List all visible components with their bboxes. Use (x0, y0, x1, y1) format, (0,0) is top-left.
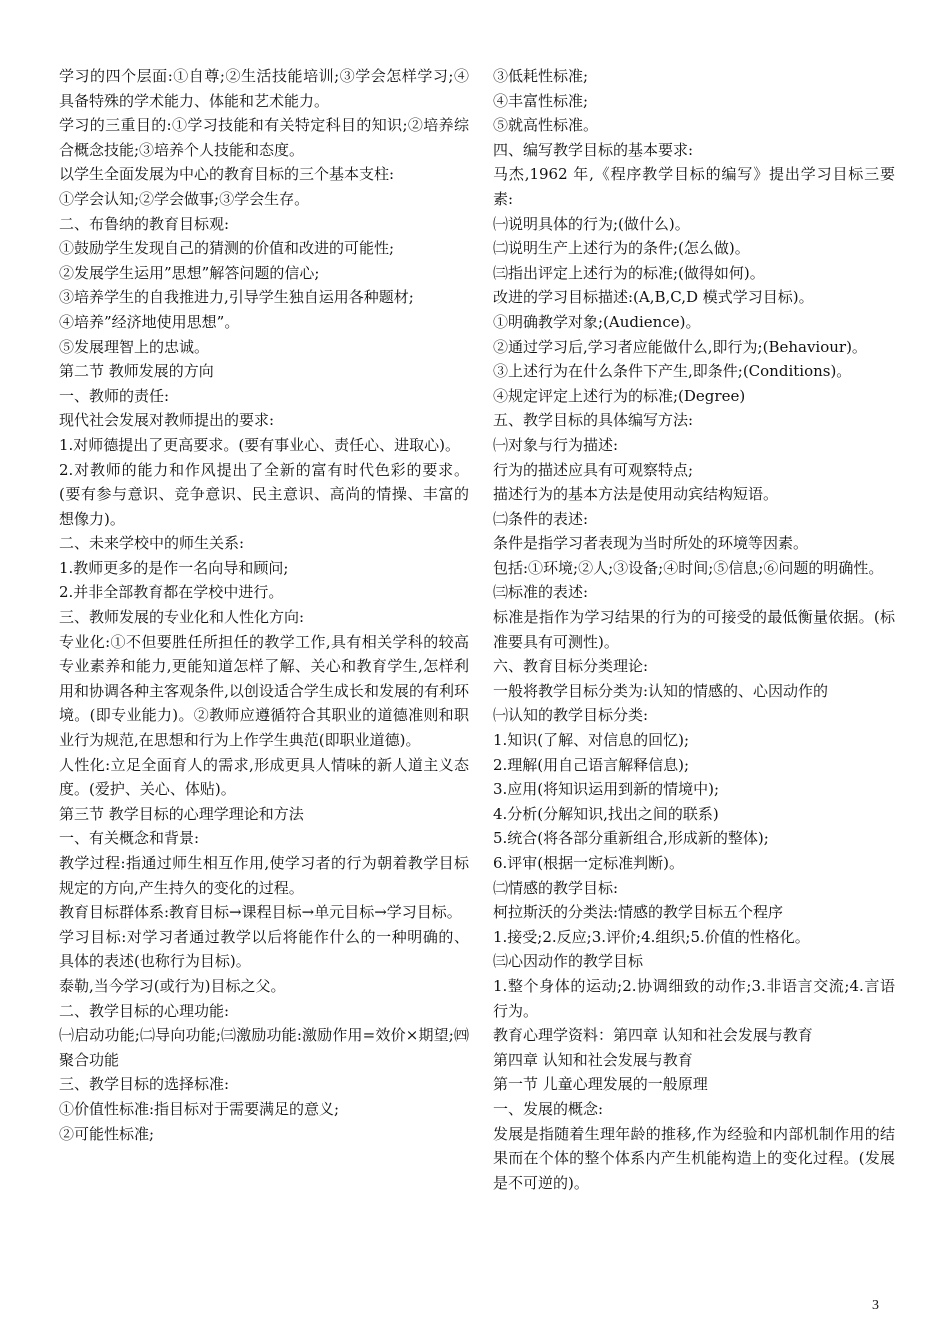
paragraph: 教育目标群体系:教育目标→课程目标→单元目标→学习目标。 (59, 903, 462, 922)
paragraph: 泰勒,当今学习(或行为)目标之父。 (59, 976, 286, 995)
paragraph: ④规定评定上述行为的标准;(Degree) (493, 386, 746, 405)
paragraph: ②发展学生运用”思想”解答问题的信心; (59, 263, 320, 282)
paragraph: 改进的学习目标描述:(A,B,C,D 模式学习目标)。 (493, 288, 814, 307)
paragraph: 2.对教师的能力和作风提出了全新的富有时代色彩的要求。(要有参与意识、竞争意识、民主意识、高尚的情操、丰富的想像力)。 (59, 460, 469, 528)
paragraph: 六、教育目标分类理论: (493, 657, 649, 676)
right-column (493, 64, 895, 1195)
paragraph: ⑤就高性标准。 (493, 116, 599, 135)
paragraph: 条件是指学习者表现为当时所处的环境等因素。 (493, 534, 809, 553)
paragraph: ㈠说明具体的行为;(做什么)。 (493, 214, 690, 233)
paragraph: 马杰,1962 年,《程序教学目标的编写》提出学习目标三要素: (493, 165, 895, 208)
paragraph: 一、教师的责任: (59, 386, 170, 405)
paragraph: 人性化:立足全面育人的需求,形成更具人情味的新人道主义态度。(爱护、关心、体贴)。 (59, 755, 469, 799)
paragraph: ①鼓励学生发现自己的猜测的价值和改进的可能性; (59, 239, 395, 258)
paragraph: 柯拉斯沃的分类法:情感的教学目标五个程序 (493, 903, 784, 922)
paragraph: 1.接受;2.反应;3.评价;4.组织;5.价值的性格化。 (493, 927, 810, 946)
paragraph: 二、未来学校中的师生关系: (59, 534, 245, 553)
paragraph: 第二节 教师发展的方向 (59, 362, 214, 381)
paragraph: ③培养学生的自我推进力,引导学生独自运用各种题材; (59, 288, 414, 307)
paragraph: 发展是指随着生理年龄的推移,作为经验和内部机制作用的结果而在个体的整个体系内产生机能构造上的变化过程。(发展是不可逆的)。 (493, 1124, 895, 1192)
paragraph: 二、教学目标的心理功能: (59, 1001, 230, 1020)
paragraph: ㈠认知的教学目标分类: (493, 706, 649, 725)
paragraph: ①价值性标准:指目标对于需要满足的意义; (59, 1099, 340, 1118)
paragraph: 现代社会发展对教师提出的要求: (59, 411, 275, 430)
paragraph: 第四章 认知和社会发展与教育 (493, 1050, 693, 1069)
paragraph: 6.评审(根据一定标准判断)。 (493, 854, 685, 872)
paragraph: ⑤发展理智上的忠诚。 (59, 337, 210, 356)
paragraph: ③上述行为在什么条件下产生,即条件;(Conditions)。 (493, 362, 852, 381)
paragraph: 1.知识(了解、对信息的回忆); (493, 731, 690, 750)
paragraph: 第一节 儿童心理发展的一般原理 (493, 1075, 708, 1094)
paragraph: ③低耗性标准; (493, 67, 589, 85)
paragraph: 标准是指作为学习结果的行为的可接受的最低衡量依据。(标准要具有可测性)。 (493, 608, 895, 651)
paragraph: 五、教学目标的具体编写方法: (493, 411, 694, 430)
paragraph: 第三节 教学目标的心理学理论和方法 (59, 804, 304, 823)
paragraph: 教育心理学资料：第四章 认知和社会发展与教育 (493, 1026, 813, 1045)
paragraph: 4.分析(分解知识,找出之间的联系) (493, 804, 719, 823)
paragraph: 包括:①环境;②人;③设备;④时间;⑤信息;⑥问题的明确性。 (493, 558, 884, 577)
paragraph: 2.理解(用自己语言解释信息); (493, 755, 690, 774)
paragraph: ㈢标准的表述: (493, 583, 589, 602)
left-column (59, 64, 469, 1146)
paragraph: 四、编写教学目标的基本要求: (493, 140, 694, 159)
paragraph: ①学会认知;②学会做事;③学会生存。 (59, 189, 310, 208)
paragraph: 5.统合(将各部分重新组合,形成新的整体); (493, 829, 769, 848)
paragraph: ②通过学习后,学习者应能做什么,即行为;(Behaviour)。 (493, 337, 867, 356)
paragraph: ㈡条件的表述: (493, 509, 589, 528)
paragraph: 行为的描述应具有可观察特点; (493, 460, 694, 479)
paragraph: ④丰富性标准; (493, 91, 589, 110)
paragraph: 一般将教学目标分类为:认知的情感的、心因动作的 (493, 681, 829, 700)
paragraph: 学习的三重目的:①学习技能和有关特定科目的知识;②培养综合概念技能;③培养个人技能和态度。 (59, 116, 469, 159)
paragraph: 学习目标:对学习者通过教学以后将能作什么的一种明确的、具体的表述(也称行为目标)。 (59, 927, 469, 971)
paragraph: ㈠对象与行为描述: (493, 435, 619, 454)
paragraph: ㈢指出评定上述行为的标准;(做得如何)。 (493, 263, 765, 282)
paragraph: ②可能性标准; (59, 1124, 155, 1143)
paragraph: 学习的四个层面:①自尊;②生活技能培训;③学会怎样学习;④具备特殊的学术能力、体能和艺术能力。 (59, 67, 469, 110)
page-number: 3 (872, 1298, 879, 1313)
paragraph: ㈡说明生产上述行为的条件;(怎么做)。 (493, 239, 750, 258)
paragraph: ㈡情感的教学目标: (493, 878, 619, 897)
paragraph: ㈠启动功能;㈡导向功能;㈢激励功能:激励作用=效价×期望;㈣聚合功能 (59, 1026, 469, 1069)
paragraph: 专业化:①不但要胜任所担任的教学工作,具有相关学科的较高专业素养和能力,更能知道怎样了解、关心和教育学生,怎样利用和协调各种主客观条件,以创设适合学生成长和发展的有利环境。(即专业能力)。②教师应遵循符合其职业的道德准则和职业行为规范,在思想和行为上作学生典范(即职业道德)。 (59, 632, 469, 750)
paragraph: ①明确教学对象;(Audience)。 (493, 312, 701, 331)
paragraph: 描述行为的基本方法是使用动宾结构短语。 (493, 485, 779, 504)
paragraph: ㈢心因动作的教学目标 (493, 952, 644, 971)
paragraph: 二、布鲁纳的教育目标观: (59, 214, 230, 233)
paragraph: 以学生全面发展为中心的教育目标的三个基本支柱: (59, 165, 395, 184)
paragraph: 2.并非全部教育都在学校中进行。 (59, 583, 284, 602)
paragraph: 1.整个身体的运动;2.协调细致的动作;3.非语言交流;4.言语行为。 (493, 976, 895, 1020)
paragraph: ④培养”经济地使用思想”。 (59, 312, 240, 331)
paragraph: 教学过程:指通过师生相互作用,使学习者的行为朝着教学目标规定的方向,产生持久的变化的过程。 (59, 854, 469, 897)
paragraph: 1.教师更多的是作一名向导和顾问; (59, 558, 289, 577)
paragraph: 三、教师发展的专业化和人性化方向: (59, 608, 305, 627)
paragraph: 3.应用(将知识运用到新的情境中); (493, 780, 720, 799)
paragraph: 1.对师德提出了更高要求。(要有事业心、责任心、进取心)。 (59, 435, 461, 454)
paragraph: 一、发展的概念: (493, 1099, 604, 1118)
paragraph: 三、教学目标的选择标准: (59, 1075, 230, 1094)
paragraph: 一、有关概念和背景: (59, 829, 200, 848)
